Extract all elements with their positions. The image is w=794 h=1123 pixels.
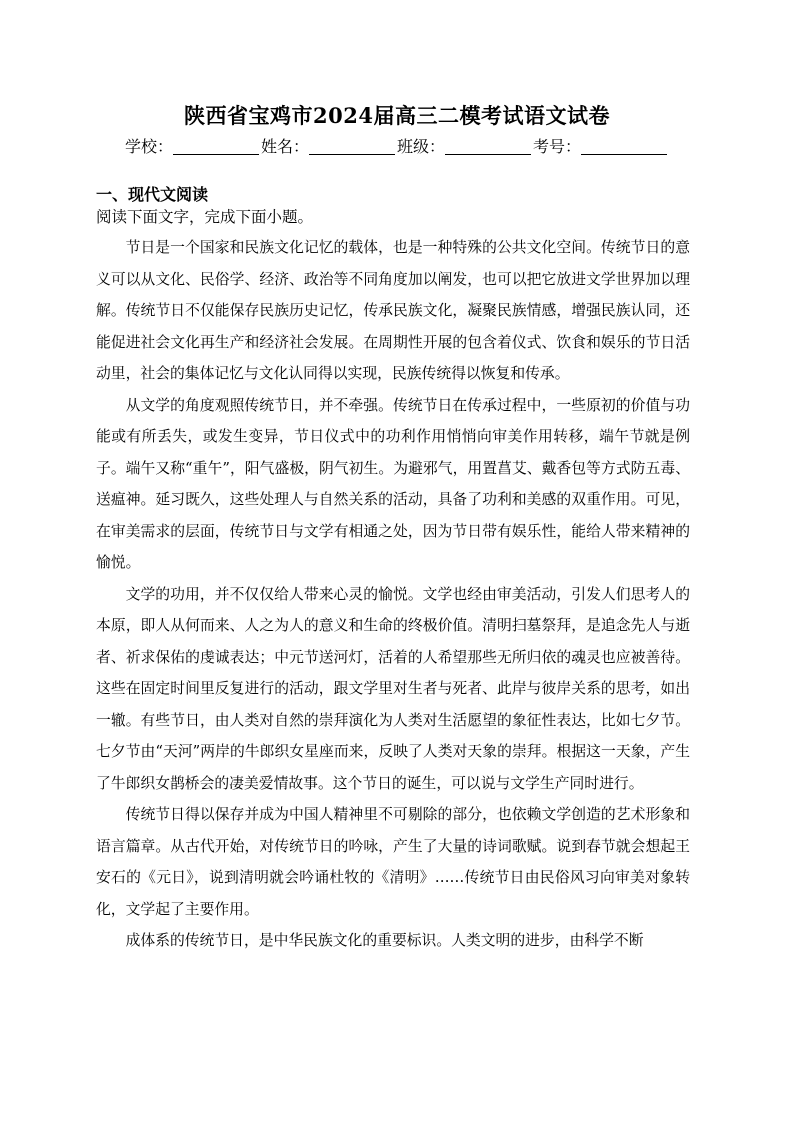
number-label: 考号： bbox=[533, 137, 582, 156]
class-label: 班级： bbox=[397, 137, 446, 156]
paragraph: 文学的功用，并不仅仅给人带来心灵的愉悦。文学也经由审美活动，引发人们思考人的本原，即人从何而来、人之为人的意义和生命的终极价值。清明扫墓祭拜，是追念先人与逝者、祈求保佑的虔诚表达；中元节送河灯，活着的人希望那些无所归依的魂灵也应被善待。这些在固定时间里反复进行的活动，跟文学里对生者与死者、此岸与彼岸关系的思考，如出一辙。有些节日，由人类对自然的崇拜演化为人类对生活愿望的象征性表达，比如七夕节。七夕节由“天河”两岸的牛郎织女星座而来，反映了人类对天象的崇拜。根据这一天象，产生了牛郎织女鹊桥会的凄美爱情故事。这个节日的诞生，可以说与文学生产同时进行。 bbox=[96, 585, 690, 792]
paragraph: 传统节日得以保存并成为中国人精神里不可剔除的部分，也依赖文学创造的艺术形象和语言篇章。从古代开始，对传统节日的吟咏，产生了大量的诗词歌赋。说到春节就会想起王安石的《元日》，说到清明就会吟诵杜牧的《清明》……传统节日由民俗风习向审美对象转化，文学起了主要作用。 bbox=[96, 806, 690, 918]
student-info-line bbox=[0, 134, 794, 157]
name-label: 姓名： bbox=[260, 137, 309, 156]
reading-passage bbox=[96, 232, 690, 957]
name-blank[interactable] bbox=[309, 138, 395, 155]
paragraph: 成体系的传统节日，是中华民族文化的重要标识。人类文明的进步，由科学不断 bbox=[125, 932, 644, 949]
section-heading: 一、现代文阅读 bbox=[96, 185, 209, 204]
page-title: 陕西省宝鸡市2024届高三二模考试语文试卷 bbox=[184, 103, 610, 128]
reading-instruction: 阅读下面文字，完成下面小题。 bbox=[96, 208, 314, 226]
paragraph: 从文学的角度观照传统节日，并不牵强。传统节日在传承过程中，一些原初的价值与功能或有所丢失，或发生变异，节日仪式中的功利作用悄悄向审美作用转移，端午节就是例子。端午又称“重午”，阳气盛极，阴气初生。为避邪气，用置菖艾、戴香包等方式防五毒、送瘟神。延习既久，这些处理人与自然关系的活动，具备了功利和美感的双重作用。可见，在审美需求的层面，传统节日与文学有相通之处，因为节日带有娱乐性，能给人带来精神的愉悦。 bbox=[96, 396, 690, 571]
class-blank[interactable] bbox=[445, 138, 531, 155]
school-label: 学校： bbox=[124, 137, 173, 156]
school-blank[interactable] bbox=[173, 138, 259, 155]
number-blank[interactable] bbox=[581, 138, 667, 155]
paragraph: 节日是一个国家和民族文化记忆的载体，也是一种特殊的公共文化空间。传统节日的意义可以从文化、民俗学、经济、政治等不同角度加以阐发，也可以把它放进文学世界加以理解。传统节日不仅能保存民族历史记忆，传承民族文化，凝聚民族情感，增强民族认同，还能促进社会文化再生产和经济社会发展。在周期性开展的包含着仪式、饮食和娱乐的节日活动里，社会的集体记忆与文化认同得以实现，民族传统得以恢复和传承。 bbox=[96, 239, 690, 382]
